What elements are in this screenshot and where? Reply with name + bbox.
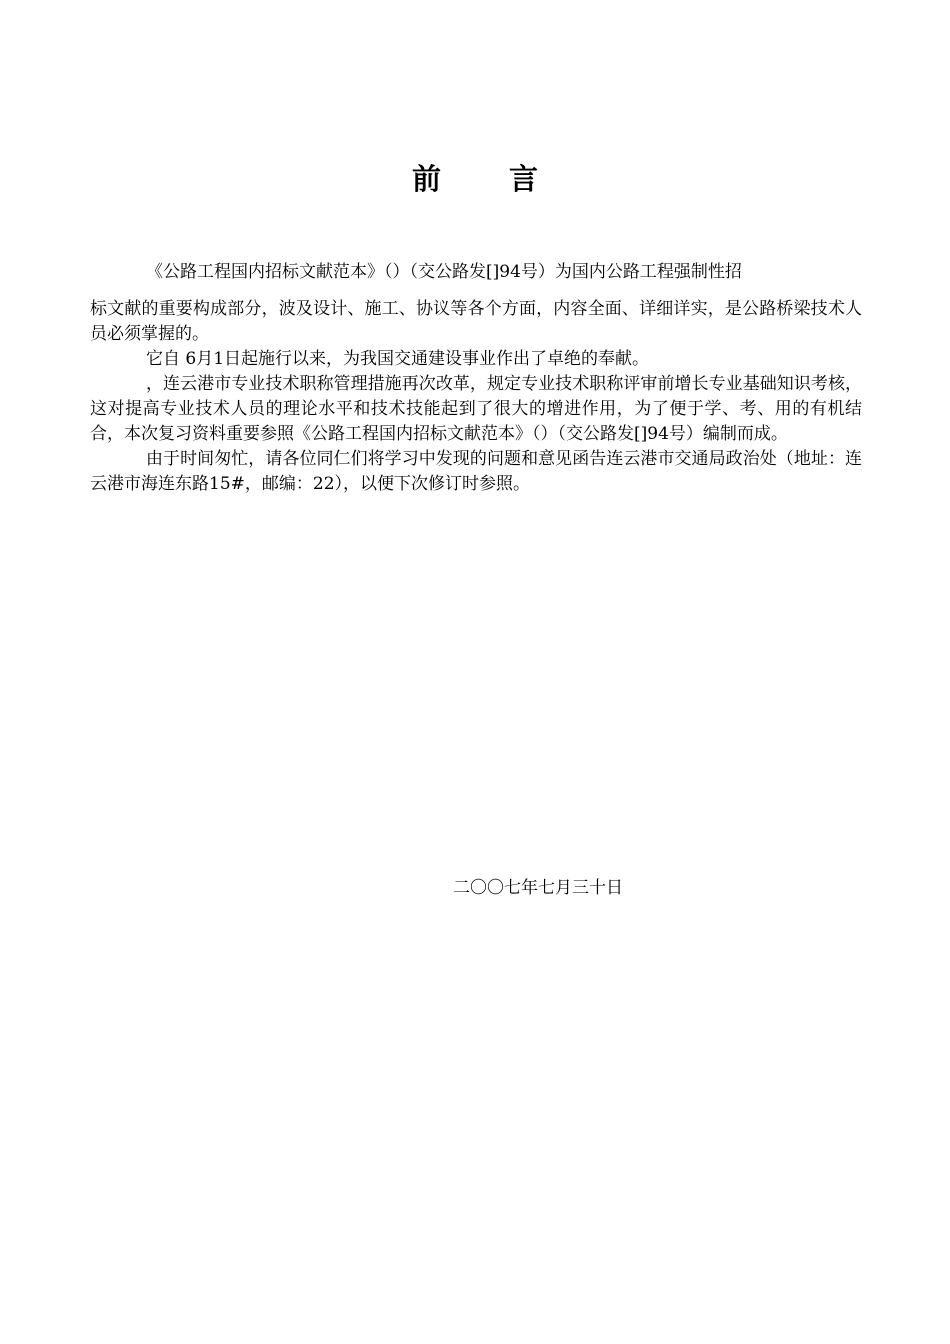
paragraph-1-first-line	[90, 260, 862, 297]
paragraph-1-line-1: 《公路工程国内招标文献范本》（）（交公路发[]94号）为国内公路工程强制性招	[146, 262, 742, 282]
body-paragraphs	[90, 297, 862, 497]
paragraph-3: ，连云港市专业技术职称管理措施再次改革，规定专业技术职称评审前增长专业基础知识考核，这对提高专业技术人员的理论水平和技术技能起到了很大的增进作用，为了便于学、考、用的有机结合，本次复习资料重要参照《公路工程国内招标文献范本》（）（交公路发[]94号）编制而成。	[90, 374, 862, 444]
document-date: 二〇〇七年七月三十日	[453, 878, 623, 898]
title-char-1: 前	[411, 162, 441, 196]
paragraph-1-continuation: 标文献的重要构成部分，波及设计、施工、协议等各个方面，内容全面、详细详实，是公路桥梁技术人员必须掌握的。	[90, 299, 862, 344]
paragraph-2: 它自 6月1日起施行以来，为我国交通建设事业作出了卓绝的奉献。	[146, 349, 650, 369]
page-title	[0, 157, 950, 198]
paragraph-4: 由于时间匆忙，请各位同仁们将学习中发现的问题和意见函告连云港市交通局政治处（地址：连云港市海连东路15#，邮编：22），以便下次修订时参照。	[90, 449, 862, 494]
title-char-2: 言	[509, 162, 539, 196]
